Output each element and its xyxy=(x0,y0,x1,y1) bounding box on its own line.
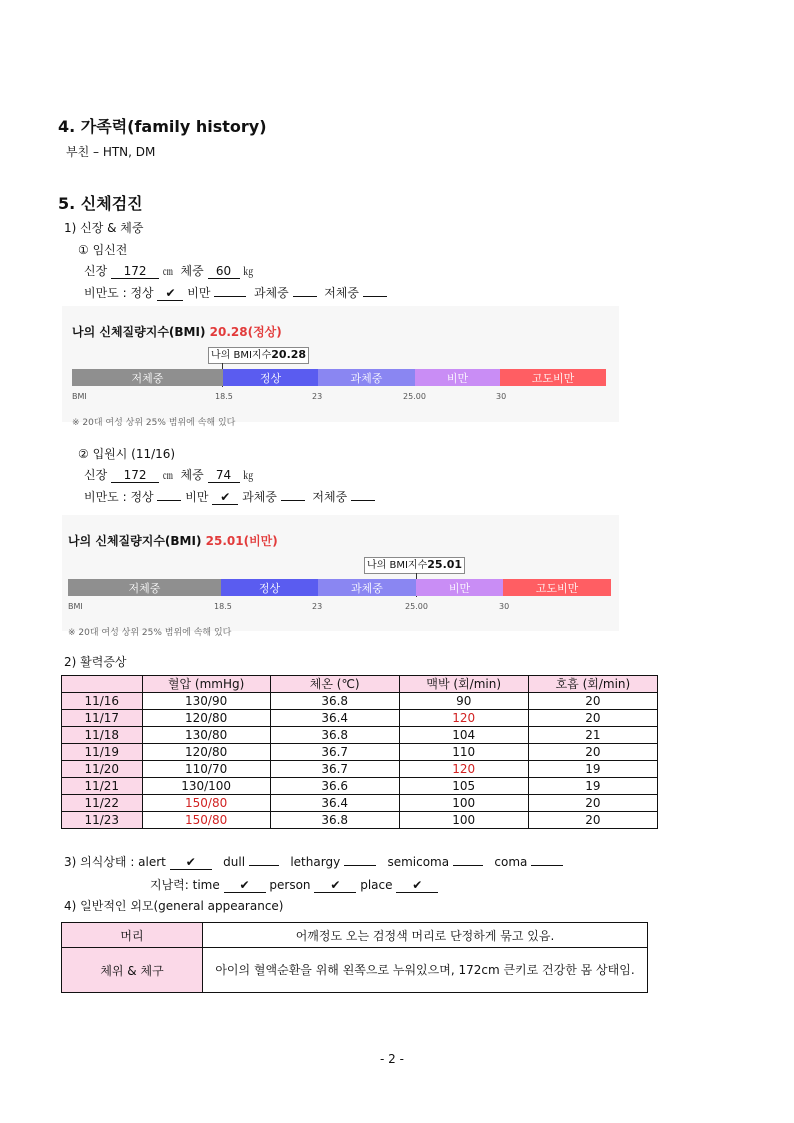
weight-value: 60 xyxy=(208,265,240,279)
table-row xyxy=(62,693,658,710)
height-value: 172 xyxy=(111,469,159,483)
bmi-note: ※ 20대 여성 상위 25% 범위에 속해 있다 xyxy=(68,628,232,638)
orientation-line xyxy=(150,876,438,893)
bp-cell: 130/80 xyxy=(142,727,270,744)
orientation-label: 지남력: time xyxy=(150,878,220,892)
place-check: ✔ xyxy=(396,879,438,893)
table-row xyxy=(62,812,658,829)
coma-label: coma xyxy=(494,855,528,869)
date-cell: 11/17 xyxy=(62,710,143,727)
bp-cell: 150/80 xyxy=(142,795,270,812)
underweight-check xyxy=(351,500,375,501)
table-row xyxy=(62,710,658,727)
segment-obese: 비만 xyxy=(415,369,500,386)
pulse-cell: 110 xyxy=(399,744,528,761)
bmi-marker: 나의 BMI지수20.28 xyxy=(208,347,309,364)
underweight-label: 저체중 xyxy=(312,490,348,504)
bmi-title: 나의 신체질량지수(BMI) 20.28(정상) xyxy=(72,325,282,339)
consciousness-label: 3) 의식상태 : alert xyxy=(64,855,166,869)
person-label: person xyxy=(269,878,311,892)
segment-overweight: 과체중 xyxy=(318,369,415,386)
bp-cell: 110/70 xyxy=(142,761,270,778)
pulse-cell: 105 xyxy=(399,778,528,795)
subsection-appearance: 4) 일반적인 외모(general appearance) xyxy=(64,899,284,913)
tick-23: 23 xyxy=(312,602,323,611)
weight-prefix: 체중 xyxy=(180,264,204,278)
resp-cell: 19 xyxy=(528,761,657,778)
tick-18-5: 18.5 xyxy=(214,602,232,611)
table-row xyxy=(62,795,658,812)
appearance-text-cell: 아이의 혈액순환을 위해 왼쪽으로 누워있으며, 172cm 큰키로 건강한 몸 상태임. xyxy=(203,948,648,993)
admission-label: ② 입원시 (11/16) xyxy=(78,447,176,461)
overweight-check xyxy=(293,296,317,297)
bmi-scale-bar xyxy=(68,579,611,596)
obese-check xyxy=(214,296,246,297)
lethargy-label: lethargy xyxy=(290,855,341,869)
weight-prefix: 체중 xyxy=(180,468,204,482)
temp-cell: 36.7 xyxy=(270,744,399,761)
header-bp: 혈압 (mmHg) xyxy=(142,676,270,693)
subsection-height-weight: 1) 신장 & 체중 xyxy=(64,221,144,235)
resp-cell: 20 xyxy=(528,693,657,710)
segment-underweight: 저체중 xyxy=(68,579,221,596)
tick-25: 25.00 xyxy=(405,602,428,611)
obesity-prefix: 비만도 : 정상 xyxy=(84,490,154,504)
pre-obesity-line xyxy=(84,284,387,301)
semicoma-label: semicoma xyxy=(387,855,450,869)
tick-30: 30 xyxy=(499,602,510,611)
segment-severe-obese: 고도비만 xyxy=(503,579,611,596)
pre-height-weight-line xyxy=(84,262,253,279)
overweight-check xyxy=(281,500,305,501)
header-temp: 체온 (℃) xyxy=(270,676,399,693)
overweight-label: 과체중 xyxy=(242,490,277,504)
lethargy-check xyxy=(344,865,376,866)
table-row xyxy=(62,744,658,761)
subsection-vitals: 2) 활력증상 xyxy=(64,655,127,669)
semicoma-check xyxy=(453,865,483,866)
adm-height-weight-line xyxy=(84,466,253,483)
date-cell: 11/22 xyxy=(62,795,143,812)
resp-cell: 20 xyxy=(528,795,657,812)
obesity-prefix: 비만도 : 정상 xyxy=(84,286,154,300)
obese-label: 비만 xyxy=(187,286,211,300)
resp-cell: 19 xyxy=(528,778,657,795)
bmi-value: 20.28(정상) xyxy=(209,325,282,339)
temp-cell: 36.8 xyxy=(270,727,399,744)
tick-23: 23 xyxy=(312,392,323,401)
bmi-marker: 나의 BMI지수25.01 xyxy=(364,557,465,574)
appearance-table xyxy=(61,922,648,993)
bmi-chart-admission xyxy=(62,515,619,638)
overweight-label: 과체중 xyxy=(253,286,289,300)
consciousness-line xyxy=(64,853,563,870)
tick-30: 30 xyxy=(496,392,507,401)
normal-check xyxy=(157,500,181,501)
header-pulse: 맥박 (회/min) xyxy=(399,676,528,693)
place-label: place xyxy=(360,878,393,892)
bmi-value: 25.01(비만) xyxy=(205,534,278,548)
underweight-label: 저체중 xyxy=(324,286,359,300)
date-cell: 11/16 xyxy=(62,693,143,710)
date-cell: 11/19 xyxy=(62,744,143,761)
section-5-title: 5. 신체검진 xyxy=(58,194,143,213)
date-cell: 11/18 xyxy=(62,727,143,744)
appearance-label-cell: 머리 xyxy=(62,923,203,948)
height-value: 172 xyxy=(111,265,159,279)
bp-cell: 150/80 xyxy=(142,812,270,829)
height-unit: ㎝ xyxy=(162,267,173,278)
pulse-cell: 120 xyxy=(399,761,528,778)
resp-cell: 20 xyxy=(528,710,657,727)
temp-cell: 36.4 xyxy=(270,795,399,812)
adm-obesity-line xyxy=(84,488,375,505)
alert-check: ✔ xyxy=(170,856,212,870)
table-row xyxy=(62,948,648,993)
segment-normal: 정상 xyxy=(221,579,318,596)
temp-cell: 36.8 xyxy=(270,812,399,829)
family-history-text: 부친 – HTN, DM xyxy=(66,145,156,159)
segment-overweight: 과체중 xyxy=(318,579,416,596)
vitals-header-row xyxy=(62,676,658,693)
height-unit: ㎝ xyxy=(162,471,173,482)
pulse-cell: 104 xyxy=(399,727,528,744)
header-date xyxy=(62,676,143,693)
table-row xyxy=(62,778,658,795)
time-check: ✔ xyxy=(224,879,266,893)
date-cell: 11/23 xyxy=(62,812,143,829)
resp-cell: 20 xyxy=(528,744,657,761)
height-prefix: 신장 xyxy=(84,264,108,278)
underweight-check xyxy=(363,296,387,297)
weight-value: 74 xyxy=(208,469,240,483)
pulse-cell: 90 xyxy=(399,693,528,710)
date-cell: 11/20 xyxy=(62,761,143,778)
tick-18-5: 18.5 xyxy=(215,392,233,401)
header-resp: 호흡 (회/min) xyxy=(528,676,657,693)
page-number: - 2 - xyxy=(380,1052,404,1066)
bp-cell: 120/80 xyxy=(142,744,270,761)
pre-pregnancy-label: ① 임신전 xyxy=(78,243,128,257)
appearance-text-cell: 어깨정도 오는 검정색 머리로 단정하게 묶고 있음. xyxy=(203,923,648,948)
segment-severe-obese: 고도비만 xyxy=(500,369,606,386)
table-row xyxy=(62,923,648,948)
vitals-table xyxy=(61,675,658,829)
section-4-title: 4. 가족력(family history) xyxy=(58,117,267,136)
bmi-chart-pre xyxy=(62,306,619,428)
weight-unit: ㎏ xyxy=(243,267,254,278)
table-row xyxy=(62,727,658,744)
bmi-note: ※ 20대 여성 상위 25% 범위에 속해 있다 xyxy=(72,418,236,428)
temp-cell: 36.6 xyxy=(270,778,399,795)
person-check: ✔ xyxy=(314,879,356,893)
resp-cell: 21 xyxy=(528,727,657,744)
dull-label: dull xyxy=(223,855,246,869)
pulse-cell: 120 xyxy=(399,710,528,727)
dull-check xyxy=(249,865,279,866)
date-cell: 11/21 xyxy=(62,778,143,795)
bmi-axis-label: BMI xyxy=(68,602,83,611)
temp-cell: 36.7 xyxy=(270,761,399,778)
obese-label: 비만 xyxy=(185,490,209,504)
segment-normal: 정상 xyxy=(223,369,318,386)
bmi-title: 나의 신체질량지수(BMI) 25.01(비만) xyxy=(68,534,278,548)
obese-check: ✔ xyxy=(212,491,238,505)
temp-cell: 36.8 xyxy=(270,693,399,710)
temp-cell: 36.4 xyxy=(270,710,399,727)
tick-25: 25.00 xyxy=(403,392,426,401)
weight-unit: ㎏ xyxy=(243,471,254,482)
bmi-scale-bar xyxy=(72,369,606,386)
resp-cell: 20 xyxy=(528,812,657,829)
coma-check xyxy=(531,865,563,866)
appearance-label-cell: 체위 & 체구 xyxy=(62,948,203,993)
pulse-cell: 100 xyxy=(399,812,528,829)
segment-obese: 비만 xyxy=(416,579,503,596)
height-prefix: 신장 xyxy=(84,468,108,482)
bp-cell: 120/80 xyxy=(142,710,270,727)
bp-cell: 130/90 xyxy=(142,693,270,710)
segment-underweight: 저체중 xyxy=(72,369,223,386)
bp-cell: 130/100 xyxy=(142,778,270,795)
bmi-axis-label: BMI xyxy=(72,392,87,401)
pulse-cell: 100 xyxy=(399,795,528,812)
table-row xyxy=(62,761,658,778)
normal-check: ✔ xyxy=(157,287,183,301)
